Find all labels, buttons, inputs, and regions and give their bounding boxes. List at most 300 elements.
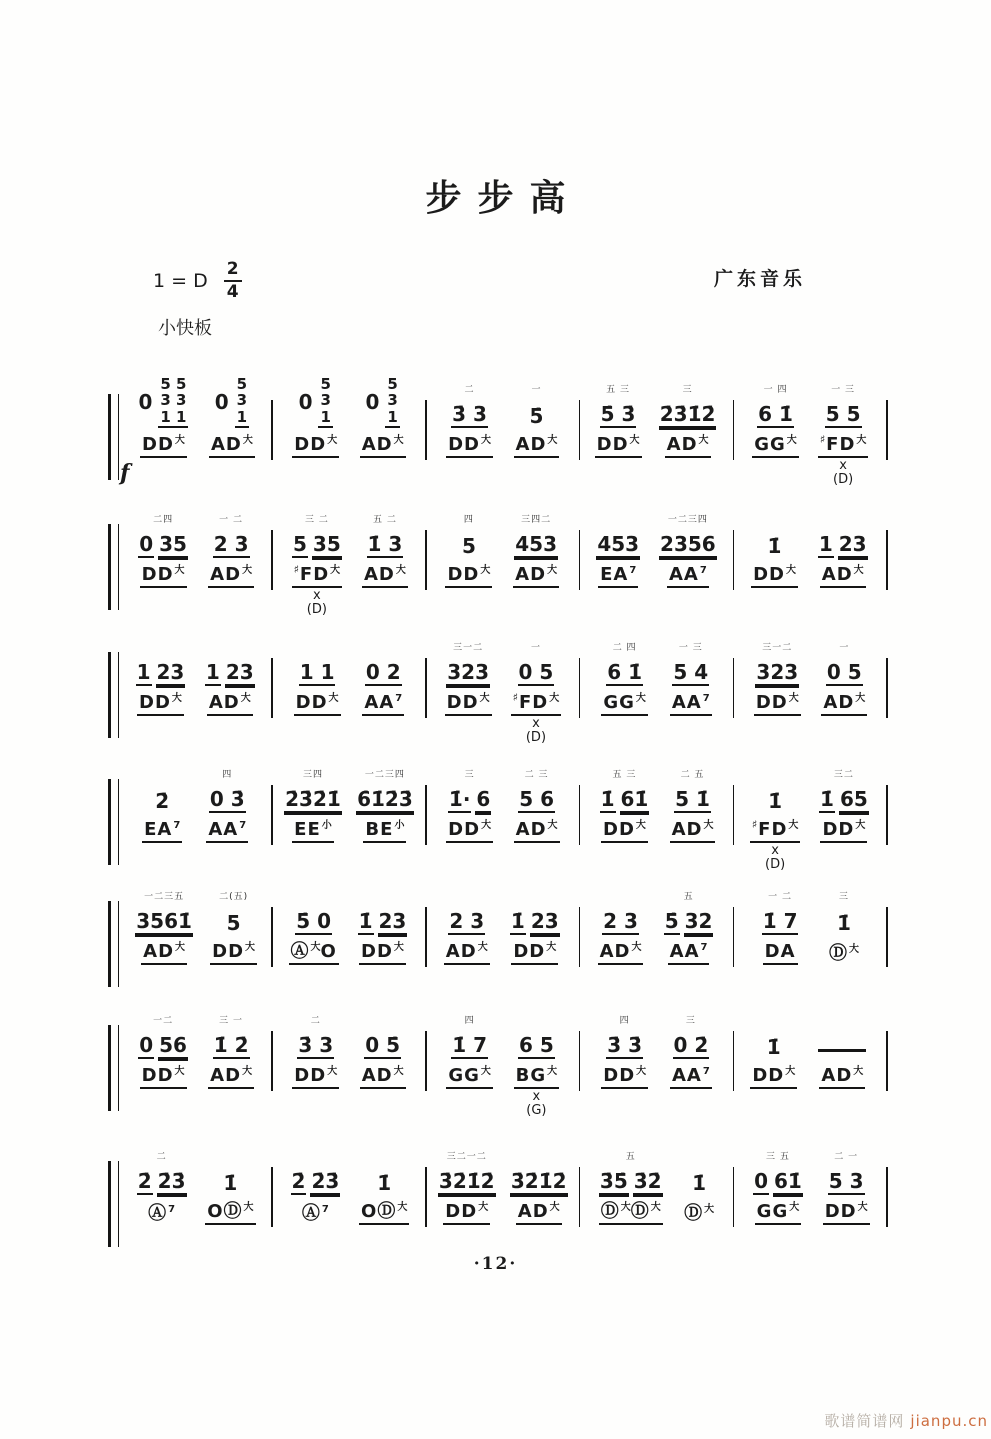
melody-notes: [296, 375, 336, 428]
chord-letter: A: [613, 564, 629, 585]
stack-note: 5 5: [160, 375, 187, 393]
chord-symbols: [146, 1205, 177, 1225]
chord-quality-mark: 大: [242, 1066, 253, 1077]
beat: [592, 382, 645, 458]
accompaniment-row: [820, 564, 866, 588]
note-group: 0 5: [826, 660, 862, 684]
chord-letter: A: [208, 692, 224, 713]
sharp-icon: ♯: [751, 818, 758, 831]
system-bracket: [108, 779, 119, 865]
note-group: 3̇ 3: [298, 1033, 334, 1057]
chord-letter: D: [755, 692, 772, 713]
measure: [734, 640, 886, 716]
fingering-annotation: 一 三: [831, 385, 856, 395]
accompaniment-row: [359, 1201, 409, 1225]
beat: [202, 1149, 258, 1225]
accompaniment-row: [292, 1065, 339, 1089]
note-chord-stack: [318, 377, 332, 428]
melody-notes: [670, 654, 711, 686]
fingering-annotation: 三四: [302, 770, 323, 780]
chord-letter: D: [681, 434, 698, 455]
melody-notes: [444, 654, 492, 686]
chord-letter: A: [821, 564, 837, 585]
melody-notes: [604, 654, 645, 686]
chord-letter: Ⓐ: [301, 1203, 321, 1224]
note-group: 61̇: [773, 1169, 802, 1193]
chord-letter: D: [448, 434, 465, 455]
chord-letter: A: [683, 564, 699, 585]
chord-quality-mark: 大: [547, 435, 558, 446]
chord-letter: D: [294, 1065, 311, 1086]
fingering-annotation: 一 二: [768, 892, 793, 902]
chord-letter: D: [142, 434, 158, 455]
beat: [203, 767, 251, 843]
chord-letter: D: [294, 434, 311, 455]
chord-letter: D: [822, 819, 839, 840]
beat: [748, 1149, 808, 1225]
fingering-annotation: 二: [310, 1016, 321, 1026]
beat: [279, 767, 347, 843]
chord-symbols: [820, 566, 866, 588]
chord-letter: A: [515, 564, 531, 585]
melody-notes: [293, 903, 334, 935]
chord-quality-mark: 大: [631, 942, 642, 953]
stack-note: 3 3: [160, 391, 187, 409]
accompaniment-row: [360, 1065, 406, 1089]
system-bracket: [108, 524, 119, 610]
melody-notes: [134, 654, 188, 686]
chord-symbols: [514, 821, 560, 843]
chord-quality-mark: 大: [478, 1202, 489, 1213]
accompaniment-row: [514, 1065, 560, 1089]
beat: [509, 512, 563, 588]
measures-row: [119, 889, 888, 967]
measure: [580, 889, 732, 965]
beat: [595, 889, 647, 965]
chord-letter: D: [836, 564, 853, 585]
chord-quality-mark: 大: [788, 820, 799, 831]
chord-symbols: [601, 1067, 648, 1089]
chord-quality-mark: 大: [853, 565, 864, 576]
melody-notes: [362, 1027, 403, 1059]
chord-quality-mark: 大: [174, 565, 185, 576]
chord-quality-mark: 大: [393, 942, 404, 953]
chord-letter: O: [320, 941, 337, 962]
measure: [580, 1013, 732, 1089]
note-group: 5̇: [529, 404, 544, 428]
accompaniment-row: [601, 819, 648, 843]
chord-seventh-mark: 7: [629, 565, 637, 576]
measure: [427, 382, 579, 458]
chord-quality-mark: 大: [393, 435, 404, 446]
fingering-annotation: 一二三四: [667, 515, 708, 525]
measure: [580, 640, 732, 716]
accompaniment-row: [665, 434, 711, 458]
chord-letter: A: [671, 692, 687, 713]
beat: [667, 640, 715, 716]
chord-letter: D: [212, 941, 229, 962]
chord-symbols: [359, 943, 406, 965]
chord-symbols: [141, 943, 187, 965]
fingering-annotation: 二 四: [612, 643, 637, 653]
melody-notes: [508, 903, 562, 935]
chord-symbols: [823, 1203, 870, 1225]
chord-letter: D: [513, 941, 530, 962]
note-group: 6 1̇: [607, 660, 643, 684]
beat: [130, 889, 198, 965]
fingering-annotation: 三一二: [453, 643, 484, 653]
note-group: 1̇·: [448, 787, 471, 811]
measure: [734, 767, 886, 872]
chord-seventh-mark: 7: [239, 820, 247, 831]
melody-notes: [751, 1163, 805, 1195]
note-group: 23: [156, 660, 185, 684]
measure: [734, 382, 886, 487]
measure: [427, 640, 579, 745]
fingering-annotation: 二 三: [524, 770, 549, 780]
melody-notes: [133, 903, 195, 935]
note-group: 35: [312, 532, 341, 556]
measures-row: [119, 1149, 888, 1227]
chord-letter: E: [294, 819, 308, 840]
melody-notes: [814, 1027, 870, 1059]
fingering-annotation: 二(五): [219, 892, 249, 902]
chord-seventh-mark: 7: [395, 693, 403, 704]
score-system: [108, 375, 888, 487]
fingering-annotation: 一二三四: [364, 770, 405, 780]
chord-symbols: [601, 821, 648, 843]
note-group: 1̇: [510, 909, 525, 933]
measure: [734, 512, 886, 588]
chord-letter: D: [378, 564, 395, 585]
chord-footnote: [307, 589, 327, 617]
beat: [133, 512, 193, 588]
chord-symbols: [140, 1067, 187, 1089]
score-system: [108, 767, 888, 872]
attribution-label: 广东音乐: [714, 268, 807, 290]
chord-symbols: [670, 694, 712, 716]
note-group: 1̇: [820, 787, 834, 811]
note-group: 2̇3̇: [157, 1169, 186, 1193]
fingering-annotation: 三 五: [766, 1152, 790, 1162]
beat: [359, 512, 411, 588]
beat: [286, 889, 342, 965]
score-system: [108, 512, 888, 617]
melody-notes: [662, 903, 716, 935]
note-group: 5 1̇: [675, 787, 710, 811]
chord-letter: D: [157, 1065, 174, 1086]
beat: [749, 382, 802, 458]
melody-notes: [526, 396, 546, 428]
note-group: 35: [159, 532, 187, 556]
chord-letter: D: [768, 1065, 785, 1086]
chord-letter: A: [208, 819, 224, 840]
accompaniment-row: [292, 564, 343, 588]
accompaniment-row: [823, 1201, 870, 1225]
chord-letter: A: [210, 564, 226, 585]
stack-note: 5: [320, 375, 331, 393]
chord-letter: B: [365, 819, 381, 840]
chord-symbols: [359, 1203, 409, 1225]
system-bracket: [108, 901, 119, 987]
chord-letter: D: [530, 819, 547, 840]
chord-quality-mark: 大: [477, 942, 488, 953]
accompaniment-row: [360, 434, 406, 458]
chord-letter: F: [758, 819, 772, 840]
note-group: 2 3: [213, 532, 249, 556]
chord-quality-mark: 大: [480, 565, 491, 576]
chord-quality-mark: 大: [547, 820, 558, 831]
note-group: 3̇2̇1̇2̇: [438, 1169, 495, 1193]
chord-quality-mark: 大: [635, 693, 646, 704]
chord-symbols: [206, 821, 248, 843]
chord-quality-mark: 大: [242, 565, 253, 576]
accompaniment-row: [445, 564, 492, 588]
accompaniment-row: [140, 1065, 187, 1089]
measure: [119, 767, 271, 843]
chord-letter: D: [225, 434, 242, 455]
held-note-dash: [818, 1049, 866, 1052]
system-bracket: [108, 394, 119, 480]
chord-symbols: [362, 694, 404, 716]
note-group: 5: [461, 534, 476, 558]
accompaniment-row: [205, 1201, 255, 1225]
chord-symbols: [207, 694, 253, 716]
note-group: 2̇3̇: [311, 1169, 340, 1193]
chord-symbols: [514, 1067, 560, 1089]
chord-symbols: [667, 566, 709, 588]
chord-letter: D: [530, 564, 547, 585]
beat: [679, 1149, 719, 1225]
melody-notes: [211, 1027, 252, 1059]
melody-notes: [136, 1027, 190, 1059]
barline: [886, 658, 888, 718]
chord-letter: G: [448, 1065, 465, 1086]
chord-quality-mark: 大: [481, 435, 491, 446]
score: [108, 0, 888, 1439]
chord-symbols: [142, 821, 182, 843]
chord-letter: A: [517, 1201, 533, 1222]
beat: [139, 767, 185, 843]
chord-letter: D: [619, 1065, 636, 1086]
fingering-annotation: 四: [464, 1016, 475, 1026]
chord-footnote: [765, 844, 785, 872]
melody-notes: [512, 526, 560, 558]
note-group: 32: [684, 909, 713, 933]
beat: [289, 375, 342, 458]
note-group: 2̇: [155, 789, 170, 813]
accompaniment-row: [827, 941, 861, 965]
time-signature-denominator: 4: [226, 282, 239, 302]
chord-quality-mark: 大: [857, 1202, 868, 1213]
chord-symbols: [363, 821, 406, 843]
note-group: 1: [136, 660, 151, 684]
note-group: 1̇: [767, 534, 782, 558]
melody-notes: [363, 654, 404, 686]
note-group: 3̇2̇1̇2̇: [510, 1169, 567, 1193]
chord-quality-mark: 大: [620, 1202, 631, 1213]
barline: [886, 785, 888, 845]
melody-notes: [436, 1163, 498, 1195]
beat: [359, 640, 407, 716]
chord-seventh-mark: 7: [702, 1066, 710, 1077]
note-group: 0 2: [365, 660, 401, 684]
note-group: 323: [756, 660, 799, 684]
chord-letter: D: [376, 434, 393, 455]
beat: [598, 640, 651, 716]
chord-letter: D: [769, 564, 785, 585]
chord-symbols: [751, 566, 798, 588]
melody-notes: [220, 1163, 240, 1195]
beat: [659, 889, 719, 965]
accompaniment-row: [207, 692, 253, 716]
chord-letter: A: [686, 1065, 702, 1086]
beat: [443, 1013, 496, 1089]
chord-letter: D: [614, 941, 631, 962]
note-group: 1̇ 7: [452, 1033, 487, 1057]
measure: [273, 1149, 425, 1225]
chord-quality-mark: 大: [635, 820, 646, 831]
beat: [443, 767, 496, 843]
chord-footnote: [526, 717, 546, 745]
chord-footnote-line: (D): [306, 602, 327, 617]
accompaniment-row: [446, 434, 493, 458]
chord-quality-mark: 大: [703, 820, 714, 831]
note-group: 1̇ 3: [367, 532, 403, 556]
chord-symbols: [601, 694, 648, 716]
chord-letter: A: [821, 1065, 837, 1086]
chord-letter: D: [446, 692, 463, 713]
chord-letter: D: [532, 692, 549, 713]
stack-note: 3: [320, 391, 331, 409]
chord-letter: D: [529, 941, 546, 962]
beat: [441, 889, 493, 965]
sharp-icon: ♯: [819, 433, 826, 446]
accompaniment-row: [362, 692, 404, 716]
measure: [273, 889, 425, 965]
chord-quality-mark: 大: [397, 1202, 408, 1213]
chord-letter: D: [753, 564, 770, 585]
beat: [824, 889, 864, 965]
note-group: 5̇ 0: [296, 909, 332, 933]
note-group: 6 5: [518, 1033, 554, 1057]
measure: [580, 382, 732, 458]
chord-symbols: [289, 943, 339, 965]
note-group: 453: [515, 532, 557, 556]
measure: [119, 512, 271, 588]
beat: [433, 1149, 501, 1225]
note-group: 65: [839, 787, 868, 811]
fingering-annotation: 一 四: [763, 385, 788, 395]
chord-letter: D: [448, 819, 465, 840]
beat: [757, 889, 804, 965]
accompaniment-row: [752, 434, 799, 458]
note-group: 0 3̇: [209, 787, 245, 811]
note-group: 1̇: [600, 787, 615, 811]
measure: [119, 889, 271, 965]
note-group: 0: [754, 1169, 768, 1193]
accompaniment-row: [514, 434, 560, 458]
accompaniment-row: [446, 1065, 493, 1089]
chord-letter: G: [772, 1201, 789, 1222]
chord-symbols: [443, 1203, 490, 1225]
note-chord-stack: [385, 377, 399, 428]
melody-notes: [446, 903, 487, 935]
beat: [291, 640, 344, 716]
note-group: 0: [138, 390, 153, 414]
score-system: [108, 889, 888, 987]
chord-letter: A: [671, 819, 687, 840]
chord-quality-mark: 大: [547, 565, 558, 576]
measures-row: [119, 767, 888, 872]
chord-quality-mark: 大: [549, 693, 560, 704]
note-group: 1̇ 2̇: [213, 1033, 249, 1057]
chord-letter: D: [839, 434, 856, 455]
note-group: 0 2̇: [673, 1033, 709, 1057]
chord-letter: A: [210, 1065, 226, 1086]
accompaniment-row: [206, 819, 248, 843]
chord-quality-mark: 大: [546, 942, 557, 953]
beat: [132, 375, 194, 458]
chord-quality-mark: 大: [855, 693, 866, 704]
fingering-annotation: 一 二: [219, 515, 244, 525]
chord-letter: D: [461, 1201, 478, 1222]
chord-letter: G: [770, 434, 786, 455]
chord-seventh-mark: 7: [321, 1204, 329, 1215]
chord-letter: D: [532, 1201, 549, 1222]
accompaniment-row: [750, 1065, 797, 1089]
accompaniment-row: [682, 1201, 716, 1225]
sharp-icon: ♯: [512, 691, 518, 704]
chord-symbols: [140, 566, 187, 588]
melody-notes: [755, 396, 796, 428]
stack-note: 3: [236, 391, 248, 409]
chord-symbols: [668, 943, 710, 965]
beat: [748, 512, 801, 588]
chord-symbols: [670, 1067, 712, 1089]
accompaniment-row: [670, 692, 712, 716]
fingering-annotation: 五 三: [612, 770, 637, 780]
note-group: 23: [530, 909, 559, 933]
measure: [580, 512, 732, 588]
note-group: 5̇ 3̇: [600, 402, 636, 426]
chord-letter: D: [223, 692, 240, 713]
melody-notes: [449, 396, 490, 428]
chord-footnote-line: x: [532, 1089, 541, 1104]
chord-symbols: [445, 566, 492, 588]
accompaniment-row: [514, 819, 560, 843]
fingering-annotation: 三二一二: [446, 1152, 487, 1162]
chord-quality-mark: 大: [245, 942, 256, 953]
beat: [594, 1149, 668, 1225]
chord-symbols: [511, 943, 558, 965]
melody-notes: [516, 654, 557, 686]
beat: [815, 382, 872, 487]
chord-quality-mark: 大: [789, 1202, 800, 1213]
melody-notes: [597, 1163, 665, 1195]
chord-symbols: [140, 436, 187, 458]
note-group: 5: [226, 911, 241, 935]
score-system: [108, 1013, 888, 1118]
note-group: 2̇3̇2̇1̇: [285, 787, 341, 811]
chord-letter: A: [780, 941, 796, 962]
beat: [353, 889, 413, 965]
accompaniment-row: [763, 941, 798, 965]
measure: [427, 512, 579, 588]
chord-quality-mark: 大: [480, 1066, 491, 1077]
chord-symbols: [598, 943, 644, 965]
note-group: 3̇5̇: [599, 1169, 628, 1193]
